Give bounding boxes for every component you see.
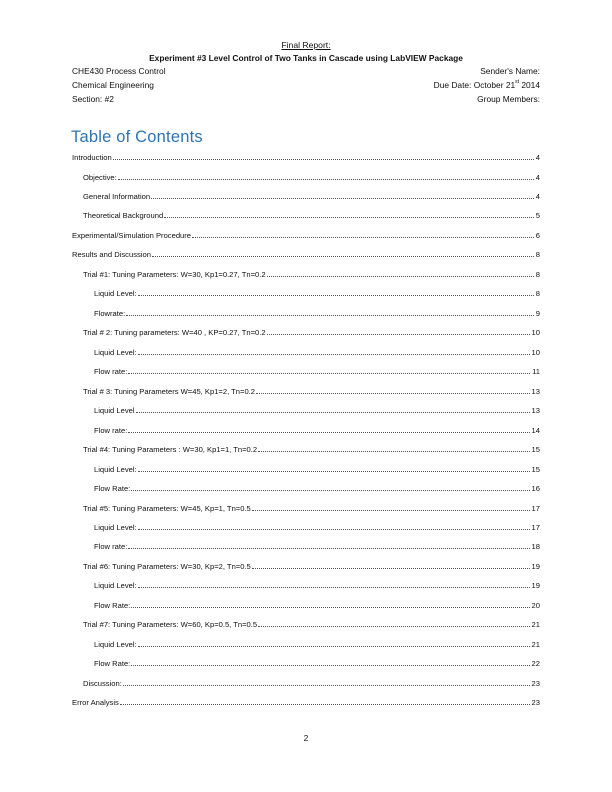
- toc-entry-page: 8: [535, 289, 540, 299]
- toc-entry-page: 11: [532, 367, 540, 377]
- toc-entry-page: 6: [535, 230, 540, 240]
- dot-leader: [131, 600, 529, 608]
- dot-leader: [192, 230, 534, 238]
- toc-entry[interactable]: [94, 483, 540, 495]
- toc-entry-title: Error Analysis: [72, 698, 119, 708]
- toc-entry-title: Trial #1: Tuning Parameters: W=30, Kp1=0.27, Tn=0.2: [83, 269, 266, 279]
- toc-entry-page: 22: [531, 659, 540, 669]
- toc-entry[interactable]: [83, 269, 540, 281]
- toc-entry-page: 17: [531, 503, 540, 513]
- toc-entry-title: Trial #7: Tuning Parameters: W=60, Kp=0.5, Tn=0.5: [83, 620, 258, 630]
- toc-entry-title: Flow rate:: [94, 542, 128, 552]
- toc-entry[interactable]: [94, 288, 540, 300]
- toc-entry[interactable]: [94, 405, 540, 417]
- toc-entry-title: Liquid Level: [94, 406, 135, 416]
- dot-leader: [138, 288, 534, 296]
- toc-entry-title: Trial #4: Tuning Parameters : W=30, Kp1=1, Tn=0.2: [83, 445, 258, 454]
- due-date-prefix: Due Date: October 21: [433, 80, 516, 90]
- toc-entry-page: 20: [531, 600, 540, 610]
- toc-entry-title: Results and Discussion: [72, 250, 151, 260]
- report-title: Experiment #3 Level Control of Two Tanks in Cascade using LabVIEW Package: [149, 53, 463, 63]
- toc-entry-page: 15: [531, 445, 540, 454]
- toc-entry[interactable]: [72, 230, 540, 242]
- department-label: Chemical Engineering: [72, 80, 154, 90]
- toc-entry-page: 4: [535, 172, 540, 182]
- dot-leader: [128, 366, 530, 374]
- due-date-year: 2014: [519, 80, 540, 90]
- toc-entry-page: 19: [531, 561, 540, 571]
- toc-entry[interactable]: [94, 366, 540, 378]
- toc-entry-page: 17: [531, 522, 540, 532]
- toc-entry-title: Flow Rate:: [94, 600, 131, 610]
- toc-entry[interactable]: [83, 444, 540, 456]
- toc-entry-page: 18: [531, 542, 540, 552]
- dot-leader: [118, 172, 534, 180]
- toc-entry[interactable]: [83, 191, 540, 203]
- toc-entry-title: Liquid Level:: [94, 289, 137, 299]
- toc-entry-title: Liquid Level:: [94, 464, 137, 474]
- dot-leader: [258, 444, 529, 452]
- toc-entry-title: Trial #6: Tuning Parameters: W=30, Kp=2, Tn=0.5: [83, 561, 251, 571]
- toc-entry[interactable]: [94, 464, 540, 476]
- dot-leader: [128, 541, 529, 549]
- toc-entry-page: 4: [535, 153, 540, 162]
- due-date-suffix-sup: st: [515, 79, 520, 86]
- toc-entry-page: 4: [535, 191, 540, 201]
- section-label: Section: #2: [72, 94, 114, 104]
- toc-entry[interactable]: [94, 580, 540, 592]
- toc-entry-page: 10: [531, 328, 540, 338]
- toc-entry[interactable]: [83, 386, 540, 398]
- dot-leader: [164, 210, 534, 218]
- toc-entry-page: 8: [535, 269, 540, 279]
- dot-leader: [128, 425, 529, 433]
- dot-leader: [252, 503, 530, 511]
- toc-entry-page: 23: [531, 698, 540, 708]
- report-label: Final Report:: [281, 40, 331, 50]
- toc-entry-page: 19: [531, 581, 540, 591]
- toc-entry[interactable]: [83, 172, 540, 184]
- toc-entry-title: Theoretical Background: [83, 211, 164, 221]
- dot-leader: [126, 308, 534, 316]
- toc-entry[interactable]: [94, 658, 540, 670]
- toc-entry-title: Flow Rate:: [94, 484, 131, 493]
- toc-entry-title: Objective:: [83, 172, 117, 182]
- toc-entry-page: 8: [535, 250, 540, 260]
- dot-leader: [138, 580, 530, 588]
- toc-entry-page: 16: [531, 484, 540, 493]
- dot-leader: [138, 347, 530, 355]
- toc-entry-title: General Information: [83, 191, 151, 201]
- toc-entry-title: Introduction: [72, 153, 112, 162]
- group-members-label: Group Members:: [477, 94, 540, 104]
- toc-heading: Table of Contents: [71, 128, 203, 146]
- toc-entry[interactable]: [83, 678, 540, 690]
- toc-entry-page: 10: [531, 347, 540, 357]
- dot-leader: [256, 386, 530, 394]
- toc-entry[interactable]: [72, 697, 540, 709]
- dot-leader: [138, 639, 530, 647]
- toc-entry-page: 15: [531, 464, 540, 474]
- dot-leader: [151, 191, 534, 199]
- toc-entry-title: Experimental/Simulation Procedure: [72, 230, 192, 240]
- dot-leader: [113, 152, 534, 160]
- toc-entry[interactable]: [94, 522, 540, 534]
- toc-entry[interactable]: [94, 308, 540, 320]
- dot-leader: [138, 522, 530, 530]
- toc-entry[interactable]: [72, 249, 540, 261]
- toc-entry-title: Discussion:: [83, 678, 122, 688]
- toc-entry-page: 23: [531, 678, 540, 688]
- toc-entry[interactable]: [83, 210, 540, 222]
- toc-entry[interactable]: [83, 503, 540, 515]
- dot-leader: [267, 269, 534, 277]
- dot-leader: [131, 658, 529, 666]
- toc-entry[interactable]: [83, 619, 540, 631]
- toc-entry-page: 9: [535, 308, 540, 318]
- toc-entry-title: Trial #5: Tuning Parameters: W=45, Kp=1, Tn=0.5: [83, 503, 251, 513]
- dot-leader: [131, 483, 529, 491]
- toc-entry-title: Flow rate:: [94, 425, 128, 435]
- toc-entry-title: Flowrate:: [94, 308, 126, 318]
- toc-entry[interactable]: [94, 600, 540, 612]
- toc-entry-title: Liquid Level:: [94, 639, 137, 649]
- toc-entry[interactable]: [72, 152, 540, 164]
- dot-leader: [267, 327, 530, 335]
- toc-entry-title: Liquid Level:: [94, 581, 137, 591]
- toc-entry[interactable]: [94, 425, 540, 437]
- dot-leader: [123, 678, 530, 686]
- toc-entry-title: Liquid Level:: [94, 347, 137, 357]
- dot-leader: [138, 464, 530, 472]
- toc-entry-page: 13: [531, 406, 540, 416]
- dot-leader: [252, 561, 530, 569]
- toc-entry-title: Trial # 3: Tuning Parameters W=45, Kp1=2, Tn=0.2: [83, 386, 256, 396]
- toc-entry-title: Trial # 2: Tuning parameters: W=40 , KP=0.27, Tn=0.2: [83, 328, 266, 338]
- toc-entry-page: 5: [535, 211, 540, 221]
- toc-entry[interactable]: [94, 347, 540, 359]
- dot-leader: [258, 619, 529, 627]
- toc-entry[interactable]: [83, 327, 540, 339]
- toc-entry-title: Flow Rate:: [94, 659, 131, 669]
- toc-entry[interactable]: [94, 639, 540, 651]
- toc-entry-page: 13: [531, 386, 540, 396]
- dot-leader: [152, 249, 534, 257]
- course-label: CHE430 Process Control: [72, 66, 166, 76]
- toc-entry-title: Liquid Level:: [94, 522, 137, 532]
- dot-leader: [136, 405, 530, 413]
- sender-name-label: Sender's Name:: [480, 66, 540, 76]
- toc-entry-page: 14: [531, 425, 540, 435]
- dot-leader: [120, 697, 530, 705]
- toc-entry[interactable]: [83, 561, 540, 573]
- toc-entry[interactable]: [94, 541, 540, 553]
- toc-entry-page: 21: [531, 639, 540, 649]
- toc-entry-page: 21: [531, 620, 540, 630]
- page-number: 2: [303, 733, 309, 743]
- toc-entry-title: Flow rate:: [94, 367, 128, 377]
